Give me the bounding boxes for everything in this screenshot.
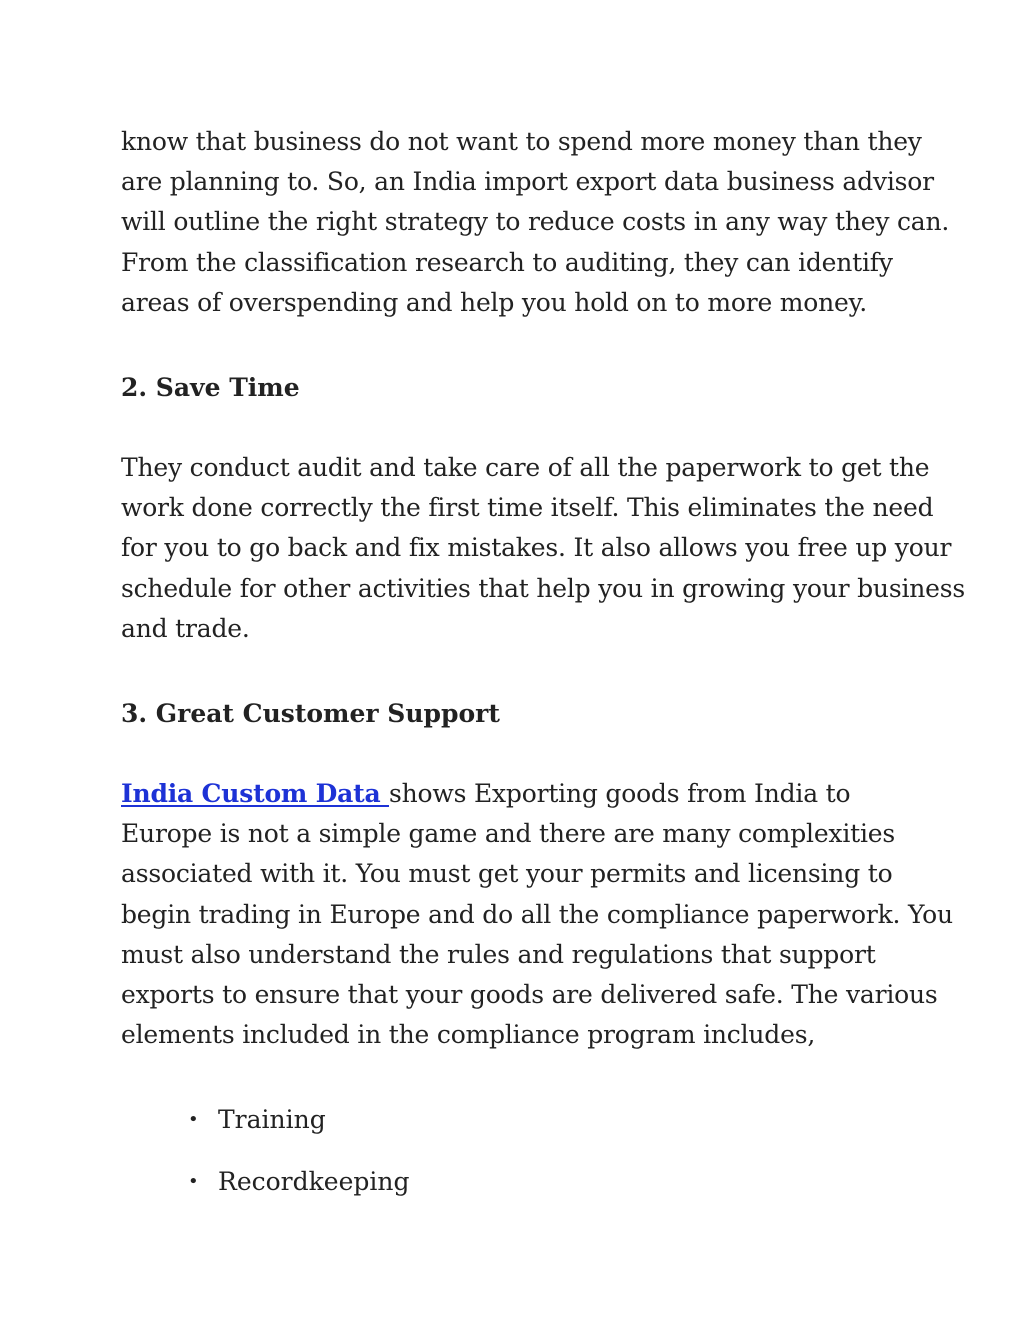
- paragraph-line: begin trading in Europe and do all the compliance paperwork. You: [121, 899, 953, 929]
- paragraph-line: and trade.: [121, 613, 250, 643]
- section-heading-save-time: 2. Save Time: [121, 373, 300, 403]
- paragraph-text: shows Exporting goods from India to: [389, 779, 851, 809]
- list-item: [188, 1162, 911, 1202]
- save-time-paragraph: [121, 448, 966, 649]
- paragraph-line: From the classification research to auditing, they can identify: [121, 247, 893, 277]
- paragraph-line: schedule for other activities that help you in growing your business: [121, 573, 966, 603]
- list-item: [188, 1100, 911, 1140]
- section-heading-customer-support: 3. Great Customer Support: [121, 699, 500, 729]
- paragraph-line: for you to go back and fix mistakes. It also allows you free up your: [121, 533, 952, 563]
- bullet-icon: •: [188, 1109, 199, 1131]
- document-page: [121, 122, 966, 1224]
- paragraph-line: areas of overspending and help you hold on to more money.: [121, 287, 867, 317]
- paragraph-line: They conduct audit and take care of all the paperwork to get the: [121, 453, 930, 483]
- paragraph-line: are planning to. So, an India import export data business advisor: [121, 167, 934, 197]
- paragraph-line: know that business do not want to spend more money than they: [121, 127, 922, 156]
- paragraph-line: [121, 774, 911, 814]
- intro-paragraph: [121, 122, 950, 323]
- paragraph-line: Europe is not a simple game and there are many complexities: [121, 819, 895, 849]
- paragraph-line: work done correctly the first time itself. This eliminates the need: [121, 493, 934, 523]
- india-custom-data-link[interactable]: India Custom Data: [121, 779, 390, 809]
- compliance-elements-list: [121, 1100, 911, 1202]
- paragraph-line: associated with it. You must get your permits and licensing to: [121, 859, 893, 889]
- paragraph-line: will outline the right strategy to reduce costs in any way they can.: [121, 207, 950, 237]
- list-item-label: Training: [218, 1105, 326, 1135]
- bullet-icon: •: [188, 1171, 199, 1193]
- paragraph-line: elements included in the compliance program includes,: [121, 1020, 816, 1050]
- list-item-label: Recordkeeping: [218, 1167, 410, 1197]
- paragraph-line: exports to ensure that your goods are delivered safe. The various: [121, 980, 938, 1010]
- paragraph-line: must also understand the rules and regulations that support: [121, 939, 876, 969]
- customer-support-paragraph: [121, 774, 953, 1055]
